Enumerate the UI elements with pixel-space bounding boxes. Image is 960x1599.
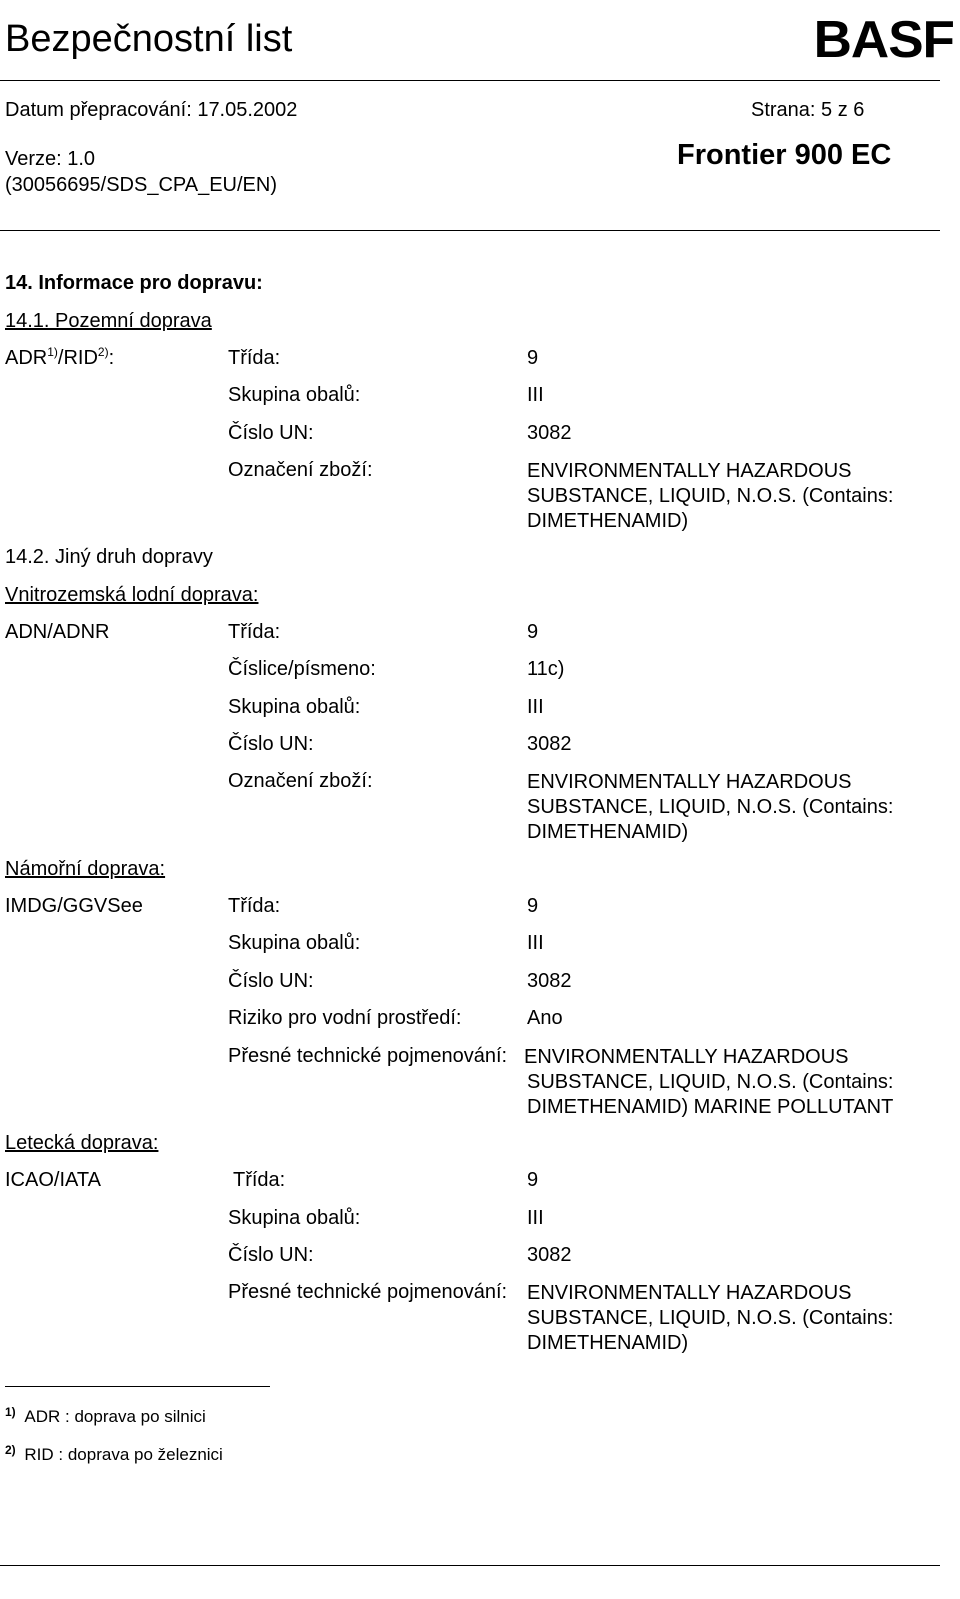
- sea-name-label: Přesné technické pojmenování:: [228, 1045, 508, 1067]
- sea-regulation: IMDG/GGVSee: [5, 895, 143, 917]
- air-pg-label: Skupina obalů:: [228, 1207, 361, 1229]
- inland-name-label: Označení zboží:: [228, 770, 373, 792]
- inland-regulation: ADN/ADNR: [5, 621, 110, 643]
- basf-logo: BASF: [813, 11, 954, 69]
- sea-un-value: 3082: [527, 970, 572, 992]
- version: Verze: 1.0: [5, 148, 96, 170]
- land-un-value: 3082: [527, 422, 572, 444]
- sea-pg-value: III: [527, 932, 544, 954]
- air-name-value: ENVIRONMENTALLY HAZARDOUS SUBSTANCE, LIQUID, N.O.S. (Contains: DIMETHENAMID): [527, 1282, 894, 1354]
- land-class-value: 9: [527, 347, 539, 369]
- sea-heading: Námořní doprava:: [5, 858, 166, 880]
- air-class-value: 9: [527, 1169, 539, 1191]
- inland-un-label: Číslo UN:: [228, 733, 314, 755]
- air-heading: Letecká doprava:: [5, 1132, 159, 1154]
- sea-name-value: ENVIRONMENTALLY HAZARDOUS SUBSTANCE, LIQUID, N.O.S. (Contains: DIMETHENAMID) MARINE POLLUTANT: [524, 1046, 894, 1118]
- air-class-label: Třída:: [233, 1169, 286, 1191]
- sea-pg-label: Skupina obalů:: [228, 932, 361, 954]
- footer-divider: [0, 1565, 940, 1566]
- header-divider-2: [0, 230, 940, 231]
- air-pg-value: III: [527, 1207, 544, 1229]
- footnote-ref-1: 1): [47, 345, 58, 359]
- sea-class-label: Třída:: [228, 895, 281, 917]
- land-transport-heading: 14.1. Pozemní doprava: [5, 310, 212, 332]
- air-regulation: ICAO/IATA: [5, 1169, 101, 1191]
- land-class-label: Třída:: [228, 347, 281, 369]
- footnote-divider: [5, 1386, 270, 1387]
- sea-marine-value: Ano: [527, 1007, 563, 1029]
- footnote-1: [5, 1407, 206, 1427]
- sea-marine-label: Riziko pro vodní prostředí:: [228, 1007, 462, 1029]
- inland-class-value: 9: [527, 621, 539, 643]
- inland-name-value: ENVIRONMENTALLY HAZARDOUS SUBSTANCE, LIQUID, N.O.S. (Contains: DIMETHENAMID): [527, 771, 894, 843]
- document-title: Bezpečnostní list: [5, 18, 293, 60]
- inland-un-value: 3082: [527, 733, 572, 755]
- inland-code-value: 11c): [527, 658, 565, 680]
- land-name-label: Označení zboží:: [228, 459, 373, 481]
- land-regulation: [5, 347, 114, 370]
- footnote-text-1: ADR : doprava po silnici: [24, 1407, 206, 1426]
- adr-label: ADR: [5, 347, 48, 369]
- inland-pg-label: Skupina obalů:: [228, 696, 361, 718]
- land-pg-value: III: [527, 384, 544, 406]
- air-un-label: Číslo UN:: [228, 1244, 314, 1266]
- air-un-value: 3082: [527, 1244, 572, 1266]
- footnote-text-2: RID : doprava po železnici: [24, 1445, 223, 1464]
- rid-label: /RID: [57, 347, 98, 369]
- footnote-mark-2: 2): [5, 1443, 16, 1457]
- sea-un-label: Číslo UN:: [228, 970, 314, 992]
- other-transport-heading: 14.2. Jiný druh dopravy: [5, 546, 213, 568]
- section-heading: 14. Informace pro dopravu:: [5, 272, 263, 294]
- page-number: Strana: 5 z 6: [751, 99, 865, 121]
- inland-pg-value: III: [527, 696, 544, 718]
- sea-class-value: 9: [527, 895, 539, 917]
- air-name-label: Přesné technické pojmenování:: [228, 1281, 508, 1303]
- land-un-label: Číslo UN:: [228, 422, 314, 444]
- footnote-ref-2: 2): [97, 345, 109, 359]
- land-name-value: ENVIRONMENTALLY HAZARDOUS SUBSTANCE, LIQUID, N.O.S. (Contains: DIMETHENAMID): [527, 460, 894, 532]
- inland-code-label: Číslice/písmeno:: [228, 658, 376, 680]
- inland-heading: Vnitrozemská lodní doprava:: [5, 584, 259, 606]
- revision-date: Datum přepracování: 17.05.2002: [5, 99, 298, 121]
- colon: :: [108, 347, 115, 369]
- footnote-mark-1: 1): [5, 1405, 16, 1419]
- document-code: (30056695/SDS_CPA_EU/EN): [5, 174, 277, 196]
- inland-class-label: Třída:: [228, 621, 281, 643]
- product-name: Frontier 900 EC: [677, 139, 892, 171]
- footnote-2: [5, 1445, 223, 1465]
- land-pg-label: Skupina obalů:: [228, 384, 361, 406]
- header-divider: [0, 80, 940, 81]
